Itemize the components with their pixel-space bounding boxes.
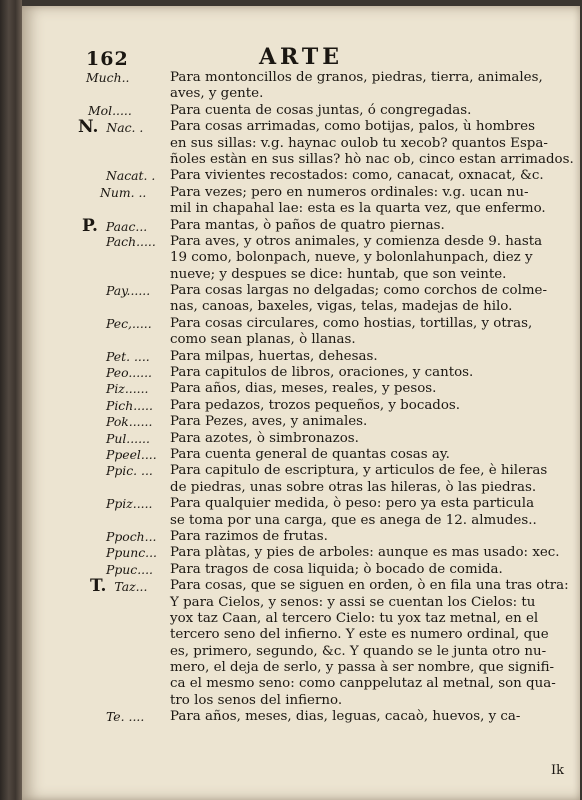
entry-text-line: aves, y gente. (170, 86, 264, 102)
entry-headword (106, 545, 157, 561)
entry-text-line: en sus sillas: v.g. haynac oulob tu xecob? quantos Espa- (170, 135, 548, 151)
dictionary-entry (22, 349, 580, 365)
entry-text-line: se toma por una carga, que es anega de 12. almudes.. (170, 512, 537, 528)
section-initial: T. (90, 576, 107, 597)
entry-text-line: como sean planas, ò llanas. (170, 332, 356, 348)
catchword: Ik (550, 763, 564, 778)
dictionary-entry (22, 316, 580, 349)
entry-headword (106, 381, 148, 397)
entry-text-line: Para años, dias, meses, reales, y pesos. (170, 381, 437, 397)
headword-text: Mol..... (88, 102, 132, 118)
entry-headword (100, 185, 146, 201)
headword-text: Ppuc.... (106, 561, 153, 577)
entry-headword (106, 365, 152, 381)
headword-text: Pach..... (106, 233, 156, 249)
dictionary-entry (22, 365, 580, 381)
entry-text-line: Para cuenta de cosas juntas, ó congregadas. (170, 102, 472, 118)
entry-text-line: Para cosas, que se siguen en orden, ò en fila una tras otra: (170, 578, 569, 594)
headword-text: Pich..... (106, 397, 153, 413)
dictionary-entry (22, 398, 580, 414)
entry-headword (106, 168, 155, 184)
entry-text-line: Para capitulo de escriptura, y articulos de fee, è hileras (170, 463, 548, 479)
dictionary-entry (22, 431, 580, 447)
entry-headword (106, 709, 144, 725)
entry-text-line: Para milpas, huertas, dehesas. (170, 348, 378, 364)
dictionary-entry (22, 381, 580, 397)
entry-headword (78, 119, 143, 136)
entry-list (22, 70, 580, 726)
entry-text-line: Para montoncillos de granos, piedras, tierra, animales, (170, 70, 543, 85)
headword-text: Te. .... (106, 709, 145, 725)
entry-headword (106, 431, 150, 447)
entry-text-line: Para cosas circulares, como hostias, tortillas, y otras, (170, 315, 533, 331)
dictionary-entry (22, 70, 580, 103)
headword-text: Much.. (86, 70, 130, 85)
headword-text: Pet. .... (106, 348, 150, 364)
entry-headword (86, 70, 129, 86)
dictionary-entry (22, 283, 580, 316)
entry-text-line: Para mantas, ò paños de quatro piernas. (170, 217, 445, 233)
headword-text: Ppeel.... (106, 446, 157, 462)
entry-text-line: es, primero, segundo, &c. Y quando se le junta otro nu- (170, 643, 547, 659)
headword-text: Piz...... (106, 381, 149, 397)
entry-text-line: ñoles estàn en sus sillas? hò nac ob, cinco estan arrimados. (170, 151, 574, 167)
entry-text-line: ca el mesmo seno: como canppelutaz al metnal, son qua- (170, 676, 556, 692)
dictionary-entry (22, 578, 580, 709)
entry-text-line: yox taz Caan, al tercero Cielo: tu yox taz metnal, en el (170, 610, 539, 626)
headword-text: Peo...... (106, 365, 152, 381)
dictionary-entry (22, 168, 580, 184)
dictionary-entry (22, 545, 580, 561)
entry-headword (106, 316, 152, 332)
entry-headword (106, 349, 150, 365)
section-initial: N. (78, 117, 99, 138)
entry-headword (106, 496, 152, 512)
running-head: ARTE (258, 44, 344, 70)
book-page (22, 6, 580, 800)
dictionary-entry (22, 496, 580, 529)
entry-text-line: Para aves, y otros animales, y comienza desde 9. hasta (170, 233, 543, 249)
entry-headword (106, 447, 157, 463)
dictionary-entry (22, 234, 580, 283)
entry-text-line: de piedras, unas sobre otras las hileras, ò las piedras. (170, 479, 537, 495)
entry-text-line: Para qualquier medida, ò peso: pero ya esta particula (170, 496, 535, 512)
headword-text: Paac... (105, 218, 148, 234)
dictionary-entry (22, 414, 580, 430)
entry-text-line: mero, el deja de serlo, y passa à ser nombre, que signifi- (170, 660, 555, 676)
entry-text-line: Para años, meses, dias, leguas, cacaò, huevos, y ca- (170, 709, 521, 725)
entry-text-line: Para razimos de frutas. (170, 528, 328, 544)
entry-headword (106, 234, 156, 250)
section-initial: P. (82, 215, 98, 236)
entry-text-line: Para capitulos de libros, oraciones, y cantos. (170, 365, 474, 381)
dictionary-entry (22, 103, 580, 119)
headword-text: Ppoch... (106, 528, 157, 544)
entry-text-line: Para cosas largas no delgadas; como corchos de colme- (170, 283, 547, 299)
entry-text-line: Para vivientes recostados: como, canacat, oxnacat, &c. (170, 168, 544, 184)
dictionary-entry (22, 529, 580, 545)
headword-text: Nacat. . (106, 168, 156, 184)
headword-text: Pok...... (106, 414, 153, 430)
entry-headword (106, 283, 150, 299)
entry-text-line: Para pedazos, trozos pequeños, y bocados. (170, 397, 461, 413)
dictionary-entry (22, 119, 580, 168)
page-number: 162 (86, 48, 129, 70)
dictionary-entry (22, 709, 580, 725)
headword-text: Ppunc... (106, 545, 157, 561)
dictionary-entry (22, 185, 580, 218)
headword-text: Pec,..... (106, 315, 152, 331)
headword-text: Pay...... (106, 283, 151, 299)
entry-text-line: nas, canoas, baxeles, vigas, telas, madejas de hilo. (170, 299, 513, 315)
headword-text: Ppic. ... (106, 463, 153, 479)
entry-headword (82, 215, 148, 236)
entry-text-line: nueve; y despues se dice: huntab, que son veinte. (170, 266, 507, 282)
entry-text-line: 19 como, bolonpach, nueve, y bolonlahunpach, diez y (170, 250, 533, 266)
headword-text: Ppiz..... (106, 496, 153, 512)
entry-text-line: Y para Cielos, y senos: y assi se cuentan los Cielos: tu (170, 594, 536, 610)
dictionary-entry (22, 447, 580, 463)
headword-text: Pul...... (106, 430, 150, 446)
entry-headword (106, 398, 153, 414)
dictionary-entry (22, 463, 580, 496)
entry-headword (106, 463, 153, 479)
headword-text: Nac. . (106, 120, 144, 136)
entry-text-line: Para cosas arrimadas, como botijas, palos, ù hombres (170, 119, 535, 135)
dictionary-entry (22, 215, 580, 236)
entry-headword (106, 529, 156, 545)
entry-text-line: tro los senos del infierno. (170, 692, 343, 708)
entry-headword (106, 562, 153, 578)
entry-headword (106, 414, 152, 430)
book-binding (0, 0, 22, 800)
entry-text-line: Para vezes; pero en numeros ordinales: v.g. ucan nu- (170, 184, 529, 200)
entry-text-line: Para cuenta general de quantas cosas ay. (170, 446, 450, 462)
entry-text-line: tercero seno del infierno. Y este es numero ordinal, que (170, 627, 549, 643)
entry-text-line: Para tragos de cosa liquida; ò bocado de comida. (170, 561, 503, 577)
headword-text: Taz... (114, 579, 148, 595)
entry-text-line: mil in chapahal lae: esta es la quarta vez, que enfermo. (170, 201, 546, 217)
entry-text-line: Para azotes, ò simbronazos. (170, 430, 359, 446)
entry-text-line: Para plàtas, y pies de arboles: aunque es mas usado: xec. (170, 545, 560, 561)
entry-text-line: Para Pezes, aves, y animales. (170, 414, 368, 430)
headword-text: Num. .. (100, 184, 147, 200)
entry-headword (90, 578, 147, 595)
